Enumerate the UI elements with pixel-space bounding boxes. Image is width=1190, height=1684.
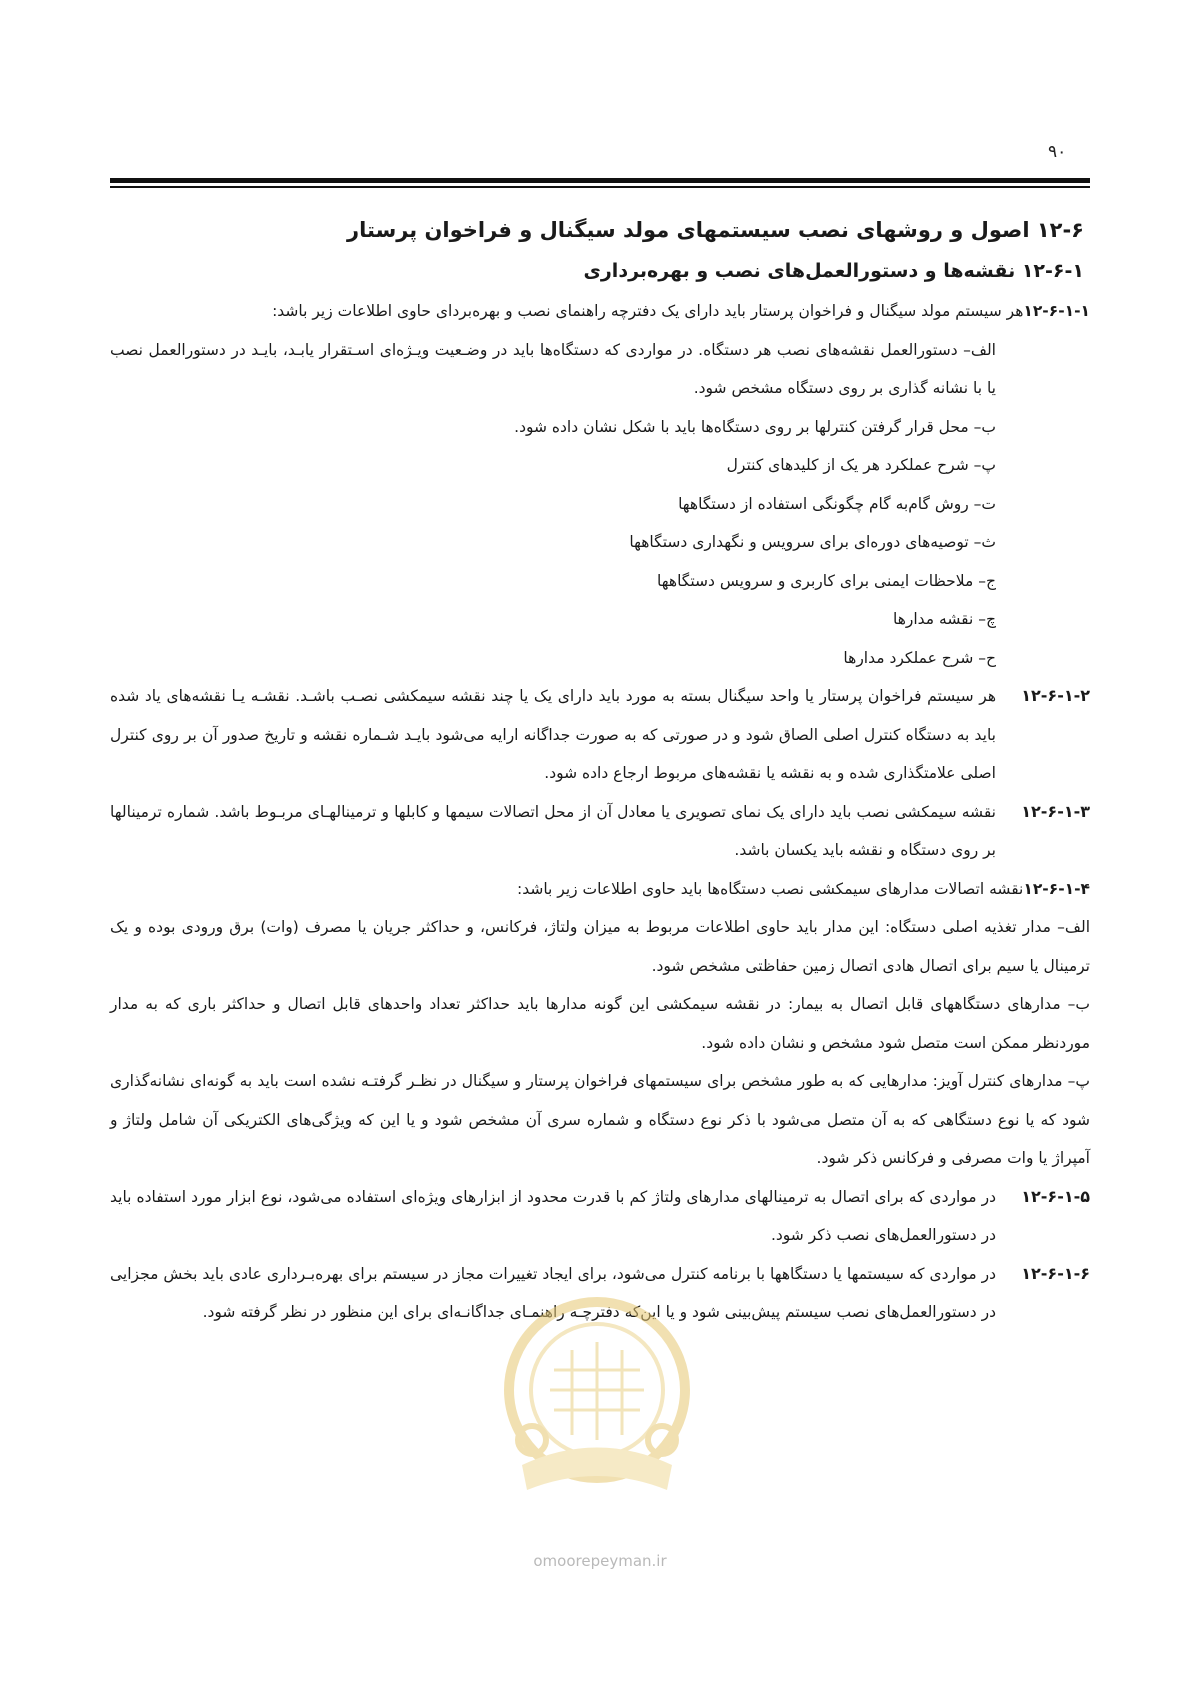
list-item: الف– دستورالعمل نقشه‌های نصب هر دستگاه. در مواردی که دستگاه‌ها باید در وضـعیت ویـژه‌ای اسـتقرار یابـد، بایـد در دستورالعمل نصب یا با نشانه گذاری بر روی دستگاه مشخص شود. [110,340,996,397]
watermark-url: omoorepeyman.ir [533,1552,667,1570]
subsection-heading: ۱۲-۶-۱ نقشه‌ها و دستورالعمل‌های نصب و بهره‌برداری [583,260,1084,282]
clause-3-text: نقشه سیمکشی نصب باید دارای یک نمای تصویری یا معادل آن از محل اتصالات سیمها و کابلها و ترمینالهـای مربـوط باشد. شماره ترمینالها بر روی دستگاه و نقشه باید یکسان باشد. [110,802,996,859]
list-item: ث– توصیه‌های دوره‌ای برای سرویس و نگهداری دستگاهها [629,533,996,551]
clause-2-text: هر سیستم فراخوان پرستار یا واحد سیگنال بسته به مورد باید دارای یک یا چند نقشه سیمکشی نصـب باشـد. نقشـه یـا نقشه‌های یاد شده باید به دستگاه کنترل اصلی الصاق شود و در صورتی که به صورت جداگانه ارایه می‌شود بایـد شـماره نقشه و تاریخ صدور آن بر روی کنترل اصلی علامتگذاری شده و به نقشه یا نقشه‌های مربوط ارجاع داده شود. [110,687,996,782]
clause-5-text: در مواردی که برای اتصال به ترمینالهای مدارهای ولتاژ کم با قدرت محدود از ابزارهای ویژه‌ای استفاده می‌شود، نوع ابزار مورد استفاده باید در دستورالعمل‌های نصب ذکر شود. [110,1187,996,1244]
clause-5 [110,1178,1090,1255]
clause-5-number: ۱۲-۶-۱-۵ [1021,1186,1090,1206]
clause-6-number: ۱۲-۶-۱-۶ [1021,1263,1090,1283]
clause-4-intro [110,870,1090,909]
clause-1-intro-text: هر سیستم مولد سیگنال و فراخوان پرستار باید دارای یک دفترچه راهنمای نصب و بهره‌بردای حاوی اطلاعات زیر باشد: [272,302,1024,320]
document-body [110,212,1090,1332]
section-heading: ۱۲-۶ اصول و روشهای نصب سیستمهای مولد سیگنال و فراخوان پرستار [347,218,1084,242]
list-item: ح– شرح عملکرد مدارها [843,648,996,667]
list-item: پ– شرح عملکرد هر یک از کلیدهای کنترل [726,456,996,474]
list-item: پ– مدارهای کنترل آویز: مدارهایی که به طور مشخص برای سیستمهای فراخوان پرستار و سیگنال در نظـر گرفتـه نشده است باید به گونه‌ای نشانه‌گذاری شود که یا نوع دستگاهی که به آن متصل می‌شود با ذکر نوع دستگاه و شماره سری آن مشخص شود و یا این که ویژگی‌های الکتریکی آن شامل ولتاژ و آمپراژ یا وات مصرفی و فرکانس ذکر شود. [110,1072,1090,1167]
clause-3 [110,793,1090,870]
clause-4-number: ۱۲-۶-۱-۴ [1023,879,1090,898]
clause-4-intro-text: نقشه اتصالات مدارهای سیمکشی نصب دستگاه‌ها باید حاوی اطلاعات زیر باشد: [516,879,1024,898]
clause-1-number: ۱۲-۶-۱-۱ [1023,302,1090,320]
header-rule-thin [110,186,1090,188]
clause-1-intro [110,292,1090,331]
list-item: ب– محل قرار گرفتن کنترلها بر روی دستگاه‌ها باید با شکل نشان داده شود. [514,417,996,436]
list-item: ت– روش گام‌به گام چگونگی استفاده از دستگاهها [678,494,996,513]
clause-1-items [110,331,1090,678]
clause-2-number: ۱۲-۶-۱-۲ [1021,686,1090,705]
clause-6 [110,1255,1090,1332]
clause-6-text: در مواردی که سیستمها یا دستگاهها با برنامه کنترل می‌شود، برای ایجاد تغییرات مجاز در سیستم برای بهره‌بـرداری عادی باید بخش مجزایی در دستورالعمل‌های نصب سیستم پیش‌بینی شود و یا این‌که دفترچـه راهنمـای جداگانـه‌ای برای این منظور در نظر گرفته شود. [110,1264,996,1321]
list-item: ج– ملاحظات ایمنی برای کاربری و سرویس دستگاهها [657,571,996,590]
list-item: الف– مدار تغذیه اصلی دستگاه: این مدار باید حاوی اطلاعات مربوط به میزان ولتاژ، فرکانس، و حداکثر جریان یا مصرف (وات) برق ورودی بوده و یک ترمینال یا سیم برای اتصال هادی اتصال زمین حفاظتی مشخص شود. [110,918,1090,975]
clause-3-number: ۱۲-۶-۱-۳ [1021,801,1090,821]
clause-2 [110,677,1090,793]
header-rule-thick [110,178,1090,183]
list-item: ب– مدارهای دستگاههای قابل اتصال به بیمار: در نقشه سیمکشی این گونه مدارها باید حداکثر تعداد واحدهای قابل اتصال و حداکثر باری که به مدار موردنظر ممکن است متصل شود مشخص و نشان داده شود. [110,995,1090,1052]
list-item: چ– نقشه مدارها [892,610,996,628]
page-number: ۹۰ [1048,142,1067,162]
